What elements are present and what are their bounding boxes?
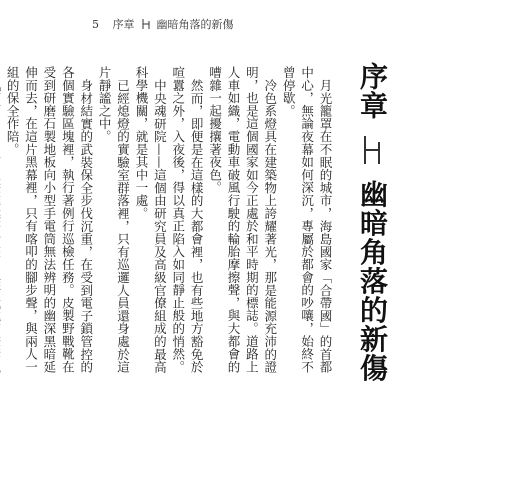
running-head-chapter: 序章 <box>112 18 135 31</box>
paragraph <box>0 66 3 376</box>
paragraph: 身材結實的武裝保全步伐沉重，在受到電子鎖管控的各個實驗區塊裡，執行著例行巡檢任務。皮製野戰靴在受到研磨石製地板向小型手電筒無法辨明的幽深黑暗延伸而去，在這片黑幕裡，只有喀叩的腳步聲，與兩人一組的保全作陪。 <box>5 66 94 374</box>
page-number: 5 <box>92 18 99 31</box>
paragraph: 已經熄燈的實驗室群落裡，只有巡邏人員還身處於這片靜謐之中。 <box>97 66 131 373</box>
body-text <box>5 66 334 376</box>
running-head <box>92 18 234 32</box>
paragraph: 月光籠罩在不眠的城市，海島國家「合帶國」的首都中心，無論夜幕如何深沉，專屬於都會的吵嚷，始終不曾停歇。 <box>281 66 333 374</box>
chapter-title-label: 序章 <box>356 62 389 120</box>
paragraph: 冷色系燈具在建築物上誇耀著光，那是能源充沛的證明，也是這個國家如今正處於和平時期的標誌。道路上人車如織，電動車破風行駛的輪胎摩擦聲，與大都會的嘈雜一起擾攘著夜色。 <box>207 66 278 374</box>
chair-icon <box>142 19 150 29</box>
chair-icon <box>361 135 383 165</box>
chapter-title <box>352 62 392 383</box>
running-head-section: 幽暗角落的新傷 <box>156 18 234 31</box>
paragraph: 然而，即便是在這樣的大都會裡，也有些地方豁免於喧囂之外，入夜後，得以真正陷入如同靜止般的悄然。 <box>170 66 205 374</box>
paragraph: 中央魂研院——這個由研究員及高級官僚組成的最高科學機關，就是其中一處。 <box>133 66 168 373</box>
chapter-title-section: 幽暗角落的新傷 <box>356 179 389 383</box>
